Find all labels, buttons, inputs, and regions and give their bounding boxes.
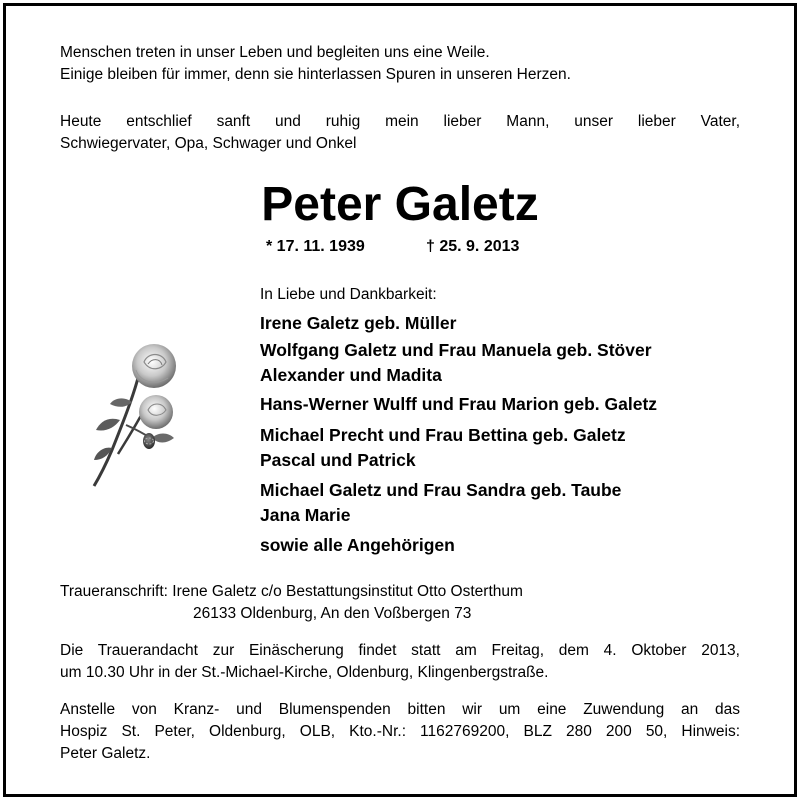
- intro-line-1: Menschen treten in unser Leben und begleiten uns eine Weile.: [60, 44, 490, 61]
- mourner-line: Michael Precht und Frau Bettina geb. Galetz: [260, 425, 626, 445]
- announcement-line-2: Schwiegervater, Opa, Schwager und Onkel: [60, 135, 357, 152]
- deceased-name: Peter Galetz: [261, 178, 539, 231]
- address-line-2: 26133 Oldenburg, An den Voßbergen 73: [193, 605, 472, 622]
- donation-line-3: Peter Galetz.: [60, 745, 151, 762]
- service-line-1: Die Trauerandacht zur Einäscherung findet statt am Freitag, dem 4. Oktober 2013,: [60, 642, 740, 659]
- mourner-line: Michael Galetz und Frau Sandra geb. Taube: [260, 480, 622, 500]
- mourner-line: Jana Marie: [260, 505, 351, 525]
- mourner-line: Alexander und Madita: [260, 365, 442, 385]
- donation-line-2: Hospiz St. Peter, Oldenburg, OLB, Kto.-Nr.: 1162769200, BLZ 280 200 50, Hinweis:: [60, 723, 740, 740]
- mourner-line: sowie alle Angehörigen: [260, 535, 455, 555]
- mourner-line: Pascal und Patrick: [260, 450, 416, 470]
- rose-icon: [82, 340, 192, 490]
- service-line-2: um 10.30 Uhr in der St.-Michael-Kirche, Oldenburg, Klingenbergstraße.: [60, 664, 549, 681]
- address-line-1: Traueranschrift: Irene Galetz c/o Bestattungsinstitut Otto Osterthum: [60, 583, 523, 600]
- donation-line-1: Anstelle von Kranz- und Blumenspenden bitten wir um eine Zuwendung an das: [60, 701, 740, 718]
- mourner-line: Wolfgang Galetz und Frau Manuela geb. Stöver: [260, 340, 652, 360]
- death-date: † 25. 9. 2013: [426, 238, 520, 255]
- intro-line-2: Einige bleiben für immer, denn sie hinterlassen Spuren in unseren Herzen.: [60, 66, 571, 83]
- mourner-line: Irene Galetz geb. Müller: [260, 313, 457, 333]
- birth-date: * 17. 11. 1939: [266, 238, 365, 255]
- mourners-heading: In Liebe und Dankbarkeit:: [260, 286, 437, 303]
- mourner-line: Hans-Werner Wulff und Frau Marion geb. Galetz: [260, 394, 658, 414]
- announcement-line-1: Heute entschlief sanft und ruhig mein lieber Mann, unser lieber Vater,: [60, 113, 740, 130]
